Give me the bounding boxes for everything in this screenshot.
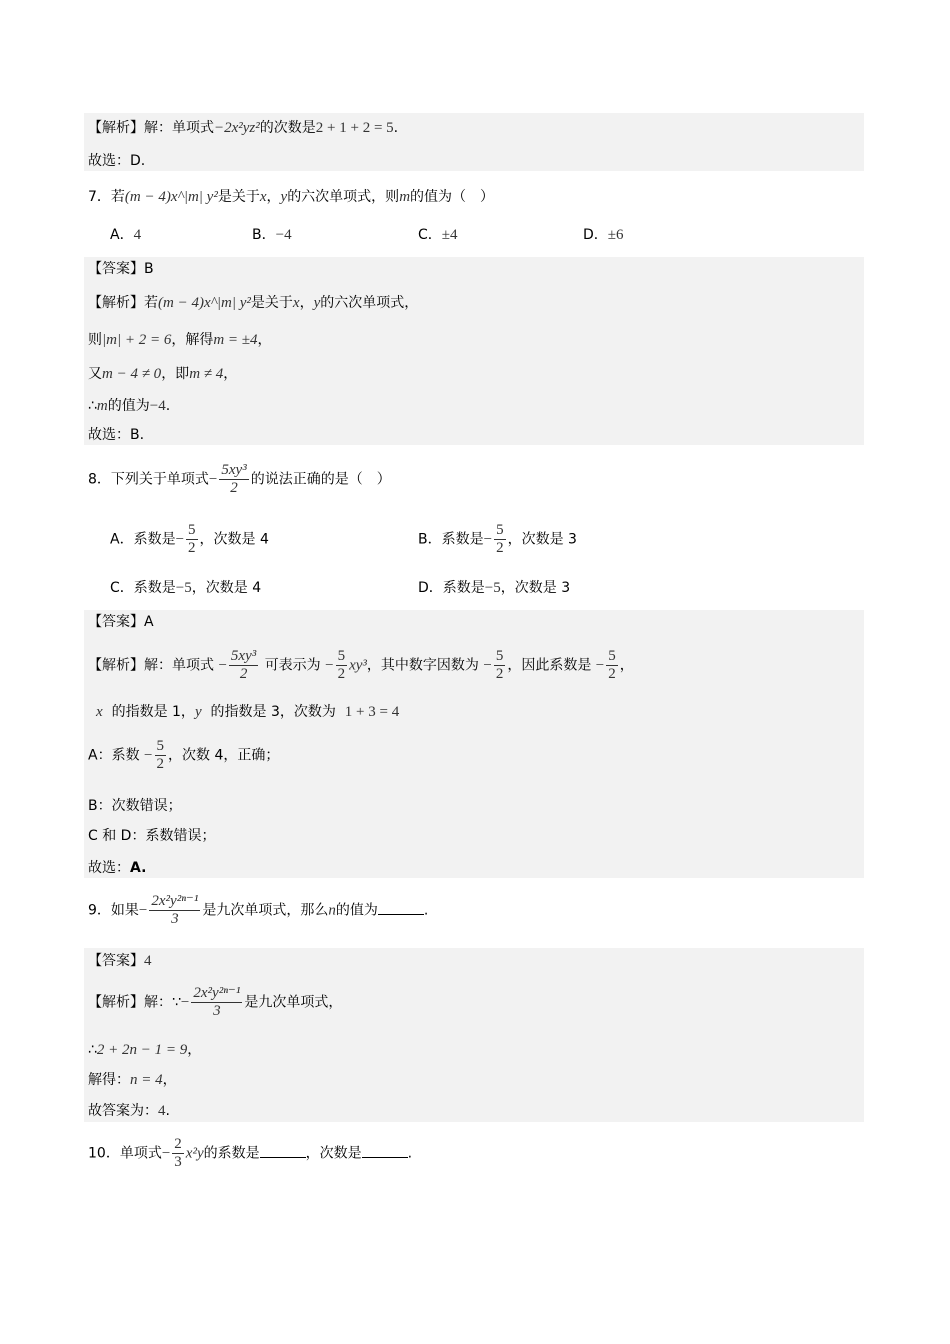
q8-answer: 【答案】A xyxy=(88,614,154,630)
question-7-option-c: C．±4 xyxy=(418,227,458,243)
q9-analysis-line-4: 故答案为：4. xyxy=(88,1103,170,1119)
question-7-option-d: D．±6 xyxy=(583,227,624,243)
q8-choice-line: 故选：A. xyxy=(88,860,147,876)
q8-analysis-line-5: C 和 D：系数错误； xyxy=(88,828,216,844)
q6-analysis-line: 【解析】解：单项式−2x²yz²的次数是2 + 1 + 2 = 5. xyxy=(88,120,399,136)
q9-analysis-line-1: 【解析】解：∵− $\frac{\text{2x²y²ⁿ⁻¹}}{3}$ 是九次单项式， xyxy=(88,985,343,1019)
answer-blank-degree[interactable] xyxy=(362,1143,408,1158)
question-8-option-c: C．系数是−5，次数是 4 xyxy=(110,580,262,596)
q7-analysis-line-2: 则|m| + 2 = 6，解得m = ±4， xyxy=(88,332,272,348)
solution-block-q7 xyxy=(84,257,864,445)
q9-answer: 【答案】4 xyxy=(88,953,152,969)
q8-analysis-line-3: A：系数 − $\frac{5}{2}$ ，次数 4，正确； xyxy=(88,738,280,772)
q8-analysis-line-2: x 的指数是 1，y 的指数是 3，次数为 1 + 3 = 4 xyxy=(96,704,400,720)
q8-analysis-line-4: B：次数错误； xyxy=(88,798,182,814)
question-8-option-d: D．系数是−5，次数是 3 xyxy=(418,580,571,596)
answer-blank-coefficient[interactable] xyxy=(260,1143,306,1158)
math-expr: 2 + 1 + 2 = 5 xyxy=(315,120,394,136)
q7-analysis-line-3: 又m − 4 ≠ 0，即m ≠ 4， xyxy=(88,366,238,382)
question-9-stem: 9．如果− $\frac{\text{2x²y²ⁿ⁻¹}}{3}$ 是九次单项式，那么n的值为 . xyxy=(88,893,429,927)
question-7-option-a: A．4 xyxy=(110,227,142,243)
q7-choice-line: 故选：B. xyxy=(88,427,145,443)
math-expr: −2x²yz² xyxy=(214,120,260,136)
math-expr: (m − 4)x^|m| y² xyxy=(124,189,218,205)
question-7-stem: 7．若(m − 4)x^|m| y²是关于x，y的六次单项式，则m的值为（ ） xyxy=(88,189,495,205)
q8-analysis-line-1: 【解析】解：单项式 − $\frac{\text{5xy³}}{2}$ 可表示为 − $\frac{5}{2}$ xy³，其中数字因数为 − $\frac{5}{2}$ ，因此系数是 − $\frac{5}{2}$ ， xyxy=(88,648,634,682)
solution-block-q9 xyxy=(84,948,864,1122)
fraction: $\frac{\text{5xy³}}{2}$ xyxy=(221,462,247,496)
q7-analysis-line-1: 【解析】若(m − 4)x^|m| y²是关于x，y的六次单项式， xyxy=(88,295,419,311)
question-8-stem: 8．下列关于单项式− $\frac{\text{5xy³}}{2}$ 的说法正确的是（ ） xyxy=(88,462,391,496)
q7-answer: 【答案】B xyxy=(88,261,154,277)
q9-analysis-line-2: ∴2 + 2n − 1 = 9， xyxy=(88,1042,202,1058)
answer-blank[interactable] xyxy=(378,900,424,915)
question-8-option-a: A．系数是− $\frac{5}{2}$ ，次数是 4 xyxy=(110,522,269,556)
question-8-option-b: B．系数是− $\frac{5}{2}$ ，次数是 3 xyxy=(418,522,577,556)
q7-analysis-line-4: ∴m的值为−4. xyxy=(88,398,171,414)
q6-choice-line: 故选：D. xyxy=(88,153,146,169)
q9-analysis-line-3: 解得：n = 4， xyxy=(88,1072,177,1088)
question-7-option-b: B．−4 xyxy=(252,227,292,243)
question-10-stem: 10．单项式− $\frac{2}{3}$ x²y的系数是 ，次数是 . xyxy=(88,1136,413,1170)
